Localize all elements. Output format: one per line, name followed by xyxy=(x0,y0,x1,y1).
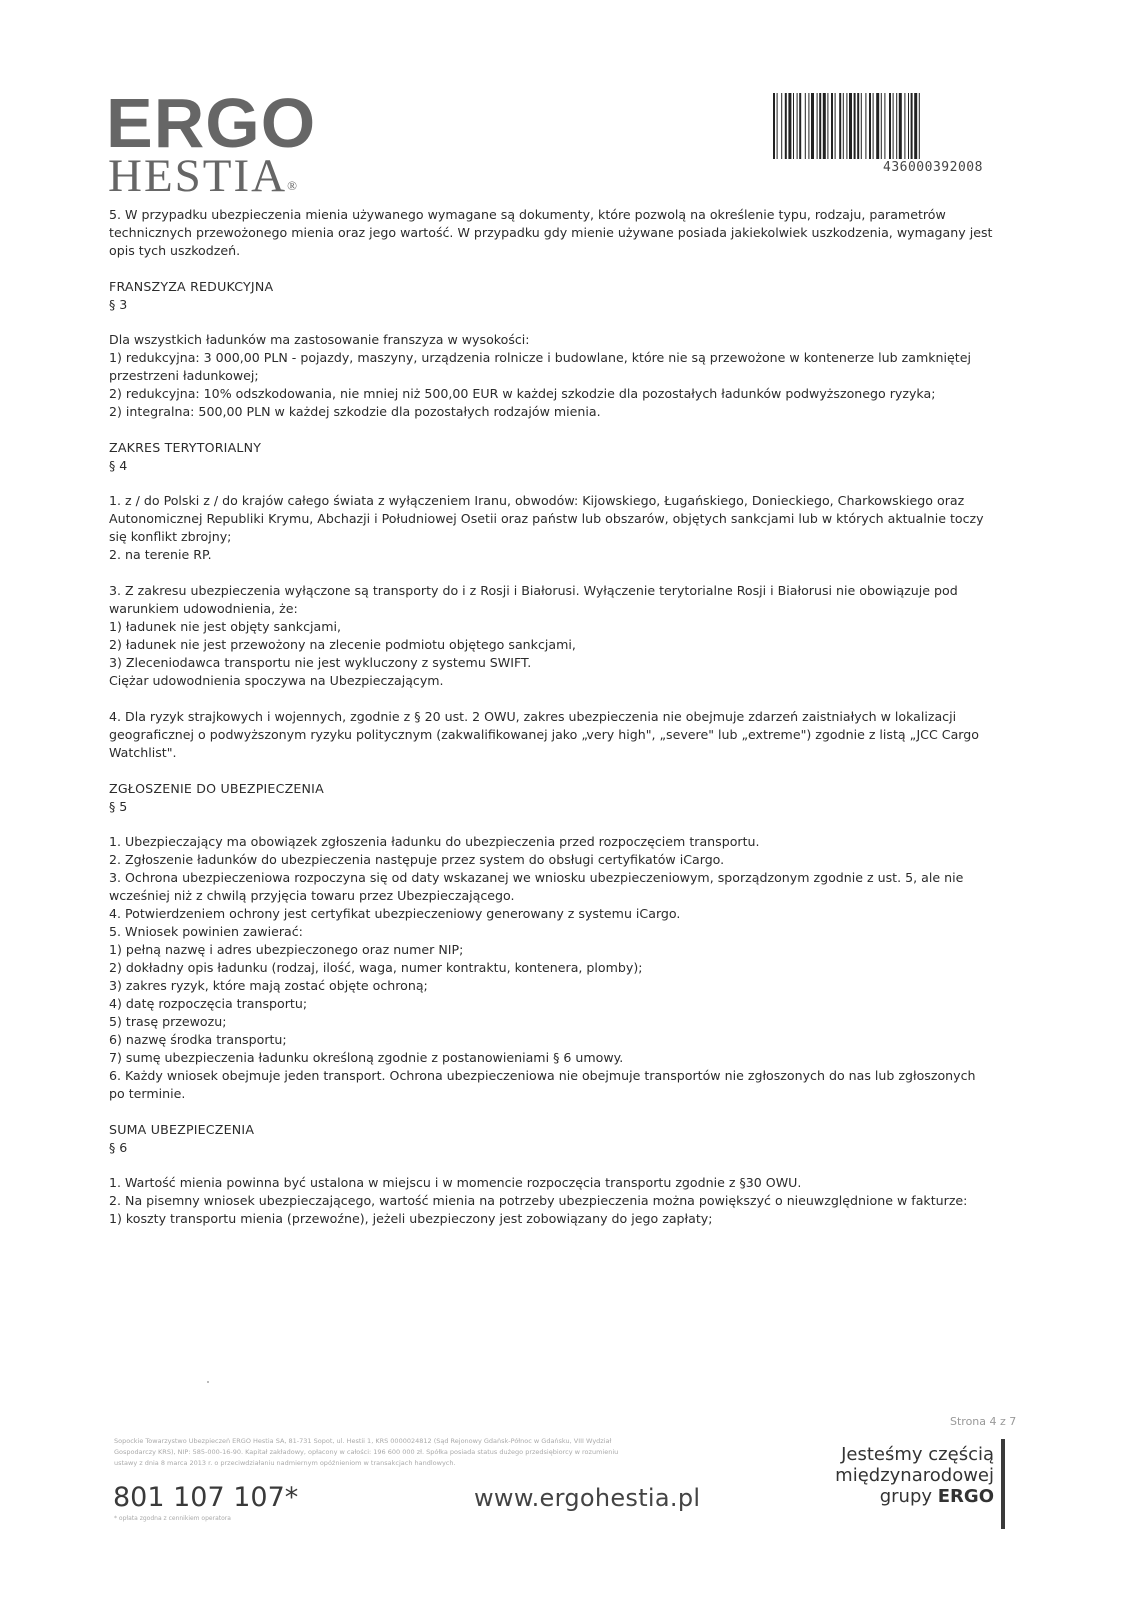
barcode-bar xyxy=(893,93,894,159)
section-4-item-2: 2. na terenie RP. xyxy=(109,547,212,562)
barcode-bar xyxy=(817,93,818,159)
footer-phone-note: * opłata zgodna z cennikiem operatora xyxy=(114,1515,231,1522)
section-5-item-5-sub-1: 1) pełną nazwę i adres ubezpieczonego oraz numer NIP; xyxy=(109,942,464,957)
barcode-bar xyxy=(919,93,920,159)
footer-legal-line-3: ustawy z dnia 8 marca 2013 r. o przeciwdziałaniu nadmiernym opóźnieniom w transakcjach handlowych. xyxy=(114,1459,456,1467)
barcode-bar xyxy=(781,93,782,159)
section-4-item-3-sub-1: 1) ładunek nie jest objęty sankcjami, xyxy=(109,619,342,634)
section-5-item-5-sub-4: 4) datę rozpoczęcia transportu; xyxy=(109,996,308,1011)
section-3-item-1: 1) redukcyjna: 3 000,00 PLN - pojazdy, maszyny, urządzenia rolnicze i budowlane, które nie są przewożone w kontenerze lub zamkniętej xyxy=(109,350,971,365)
barcode-bar xyxy=(854,93,856,159)
section-4-title: ZAKRES TERYTORIALNY xyxy=(109,440,262,455)
group-claim-brand: ERGO xyxy=(937,1486,994,1507)
barcode-bar xyxy=(799,93,801,159)
section-4-item-1: 1. z / do Polski z / do krajów całego świata z wyłączeniem Iranu, obwodów: Kijowskiego, Ługańskiego, Donieckiego, Charkowskiego oraz xyxy=(109,493,965,508)
group-claim-line-3 xyxy=(818,1486,994,1507)
paragraph-5-line2: technicznych przewożonego mienia oraz jego wartość. W przypadku gdy mienie używane posiada jakiekolwiek uszkodzenia, wymagany jest xyxy=(109,225,993,240)
section-5-number: § 5 xyxy=(109,799,128,814)
barcode-bar xyxy=(849,93,852,159)
barcode-bar xyxy=(793,93,794,159)
barcode-bar xyxy=(788,93,791,159)
section-5-item-5-sub-5: 5) trasę przewozu; xyxy=(109,1014,227,1029)
barcode-bar xyxy=(797,93,798,159)
barcode-bar xyxy=(884,93,885,159)
group-claim-word: grupy xyxy=(879,1486,938,1507)
footer-legal-line-2: Gospodarczy KRS), NIP: 585-000-16-90. Kapitał zakładowy, opłacony w całości: 196 600 000 zł. Spółka posiada status dużego przedsiębiorcy w rozumieniu xyxy=(114,1448,619,1456)
section-5-item-2: 2. Zgłoszenie ładunków do ubezpieczenia następuje przez system do obsługi certyfikatów iCargo. xyxy=(109,852,725,867)
footer-group-claim xyxy=(818,1444,994,1507)
section-4-item-4-cont: geograficznej o podwyższonym ryzyku politycznym (zakwalifikowanej jako „very high", „severe" lub „extreme") zgodnie z listą „JCC Cargo xyxy=(109,727,979,742)
section-4-item-1-cont2: się konflikt zbrojny; xyxy=(109,529,232,544)
footer-vertical-bar xyxy=(1001,1439,1005,1529)
section-3-number: § 3 xyxy=(109,297,128,312)
barcode-bar xyxy=(846,93,847,159)
footer-legal-line-1: Sopockie Towarzystwo Ubezpieczeń ERGO Hestia SA, 81-731 Sopot, ul. Hestii 1, KRS 0000024812 (Sąd Rejonowy Gdańsk-Północ w Gdańsku, VIII Wydział xyxy=(114,1437,612,1445)
paragraph-5-line3: opis tych uszkodzeń. xyxy=(109,243,241,258)
barcode-bar xyxy=(881,93,882,159)
section-6-item-1: 1. Wartość mienia powinna być ustalona w miejscu i w momencie rozpoczęcia transportu zgodnie z §30 OWU. xyxy=(109,1175,802,1190)
section-6-title: SUMA UBEZPIECZENIA xyxy=(109,1122,255,1137)
barcode-bar xyxy=(777,93,778,159)
section-4-item-3-sub-2: 2) ładunek nie jest przewożony na zlecenie podmiotu objętego sankcjami, xyxy=(109,637,576,652)
section-3-item-2: 2) redukcyjna: 10% odszkodowania, nie mniej niż 500,00 EUR w każdej szkodzie dla pozostałych ładunków podwyższonego ryzyka; xyxy=(109,386,936,401)
section-3-title: FRANSZYZA REDUKCYJNA xyxy=(109,279,274,294)
group-claim-line-2: międzynarodowej xyxy=(835,1465,994,1486)
section-5-item-5-sub-7: 7) sumę ubezpieczenia ładunku określoną zgodnie z postanowieniami § 6 umowy. xyxy=(109,1050,624,1065)
barcode-bar xyxy=(904,93,905,159)
section-3-item-1-cont: przestrzeni ładunkowej; xyxy=(109,368,259,383)
barcode-bar xyxy=(873,93,874,159)
barcode-bar xyxy=(785,93,787,159)
group-claim-line-1: Jesteśmy częścią xyxy=(841,1444,994,1465)
footer-legal-text xyxy=(114,1436,794,1469)
section-5-item-3-cont: wcześniej niż z chwilą przyjęcia towaru przez Ubezpieczającego. xyxy=(109,888,515,903)
barcode-bar xyxy=(911,93,913,159)
barcode-number: 436000392008 xyxy=(883,160,983,175)
scan-speck xyxy=(207,1381,209,1383)
section-5-item-5-sub-3: 3) zakres ryzyk, które mają zostać objęte ochroną; xyxy=(109,978,428,993)
logo-hestia-text xyxy=(108,150,297,202)
barcode-bar xyxy=(865,93,866,159)
barcode-bar xyxy=(857,93,859,159)
barcode-bar xyxy=(889,93,891,159)
section-5-item-5-sub-2: 2) dokładny opis ładunku (rodzaj, ilość, waga, numer kontraktu, kontenera, plomby); xyxy=(109,960,643,975)
paragraph-5: 5. W przypadku ubezpieczenia mienia używanego wymagane są dokumenty, które pozwolą na określenie typu, rodzaju, parametrów xyxy=(109,207,946,222)
barcode-bar xyxy=(896,93,897,159)
section-4-item-3-sub-3: 3) Zleceniodawca transportu nie jest wykluczony z systemu SWIFT. xyxy=(109,655,532,670)
footer-phone: 801 107 107* xyxy=(113,1482,299,1513)
section-5-item-6-cont: po terminie. xyxy=(109,1086,186,1101)
barcode-bar xyxy=(831,93,833,159)
document-body xyxy=(109,206,1014,1228)
logo-ergo-text: ERGO xyxy=(106,84,317,162)
barcode-bar xyxy=(773,93,775,159)
section-5-item-3: 3. Ochrona ubezpieczeniowa rozpoczyna się od daty wskazanej we wniosku ubezpieczeniowym, sporządzonym zgodnie z ust. 5, ale nie xyxy=(109,870,964,885)
section-5-item-5: 5. Wniosek powinien zawierać: xyxy=(109,924,303,939)
section-5-item-4: 4. Potwierdzeniem ochrony jest certyfikat ubezpieczeniowy generowany z systemu iCargo. xyxy=(109,906,681,921)
section-3-intro: Dla wszystkich ładunków ma zastosowanie franszyza w wysokości: xyxy=(109,332,530,347)
section-4-number: § 4 xyxy=(109,458,128,473)
barcode-bar xyxy=(843,93,844,159)
section-4-item-1-cont: Autonomicznej Republiki Krymu, Abchazji i Południowej Osetii oraz państw lub obszarów, objętych sankcjami lub w których aktualnie toczy xyxy=(109,511,984,526)
barcode-bar xyxy=(835,93,836,159)
registered-mark: ® xyxy=(287,178,297,193)
section-5-item-5-sub-6: 6) nazwę środka transportu; xyxy=(109,1032,287,1047)
barcode-bar xyxy=(869,93,871,159)
barcode-bar xyxy=(811,93,814,159)
section-5-title: ZGŁOSZENIE DO UBEZPIECZENIA xyxy=(109,781,324,796)
section-3-item-3: 2) integralna: 500,00 PLN w każdej szkodzie dla pozostałych rodzajów mienia. xyxy=(109,404,601,419)
barcode-bar xyxy=(899,93,902,159)
barcode-bar xyxy=(876,93,879,159)
barcode-bar xyxy=(827,93,828,159)
barcode-bar xyxy=(819,93,821,159)
section-5-item-6: 6. Każdy wniosek obejmuje jeden transport. Ochrona ubezpieczeniowa nie obejmuje transportów nie zgłoszonych do nas lub zgłoszonych xyxy=(109,1068,976,1083)
barcode-bar xyxy=(805,93,806,159)
barcode-bar xyxy=(914,93,917,159)
barcode-bar xyxy=(839,93,841,159)
section-6-number: § 6 xyxy=(109,1140,128,1155)
section-4-item-4-cont2: Watchlist". xyxy=(109,745,177,760)
footer-website: www.ergohestia.pl xyxy=(474,1484,701,1512)
section-6-item-2-sub-1: 1) koszty transportu mienia (przewoźne), jeżeli ubezpieczony jest zobowiązany do jego zapłaty; xyxy=(109,1211,713,1226)
section-4-item-3-cont: warunkiem udowodnienia, że: xyxy=(109,601,298,616)
section-4-item-3-burden: Ciężar udowodnienia spoczywa na Ubezpieczającym. xyxy=(109,673,444,688)
section-5-item-1: 1. Ubezpieczający ma obowiązek zgłoszenia ładunku do ubezpieczenia przed rozpoczęciem transportu. xyxy=(109,834,760,849)
barcode-bar xyxy=(823,93,826,159)
barcode-bar xyxy=(908,93,909,159)
page-number: Strona 4 z 7 xyxy=(950,1415,1017,1428)
ergo-hestia-logo xyxy=(106,84,317,202)
section-6-item-2: 2. Na pisemny wniosek ubezpieczającego, wartość mienia na potrzeby ubezpieczenia można powiększyć o nieuwzględnione w fakturze: xyxy=(109,1193,968,1208)
barcode-bar xyxy=(808,93,809,159)
logo-hestia-word: HESTIA xyxy=(108,150,288,202)
section-4-item-4: 4. Dla ryzyk strajkowych i wojennych, zgodnie z § 20 ust. 2 OWU, zakres ubezpieczenia nie obejmuje zdarzeń zaistniałych w lokalizacji xyxy=(109,709,957,724)
barcode xyxy=(773,93,1011,159)
barcode-bar xyxy=(861,93,862,159)
section-4-item-3: 3. Z zakresu ubezpieczenia wyłączone są transporty do i z Rosji i Białorusi. Wyłączenie terytorialne Rosji i Białorusi nie obowiązuje pod xyxy=(109,583,958,598)
